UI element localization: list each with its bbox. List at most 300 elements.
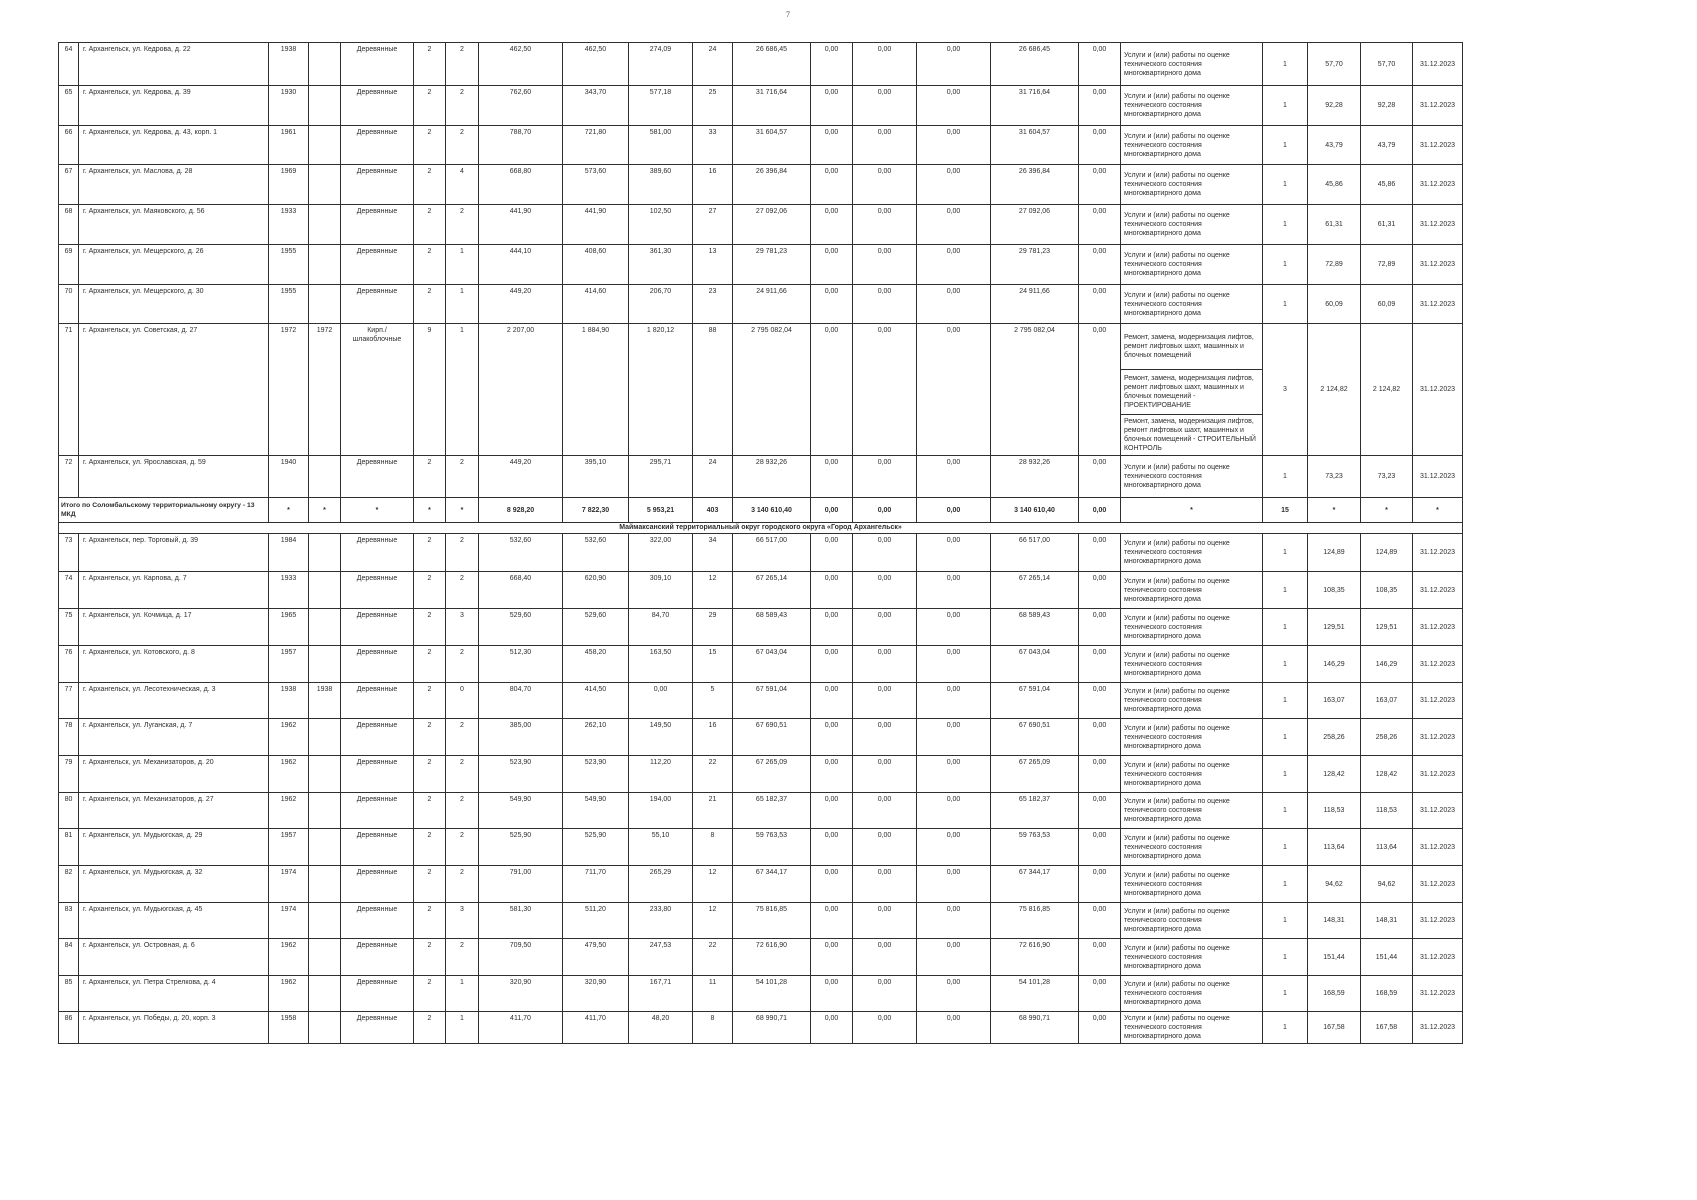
table-row [59, 285, 1463, 324]
total-cost-cell: 67 265,14 [733, 572, 811, 609]
deadline-cell: 31.12.2023 [1413, 719, 1463, 756]
cost-source-2-cell: 0,00 [853, 793, 917, 829]
work-item-text: Услуги и (или) работы по оценке технического состояния многоквартирного дома [1124, 724, 1230, 750]
cost-source-5-cell: 0,00 [1079, 976, 1121, 1012]
year-built-cell: 1974 [269, 866, 309, 903]
unit-cost-cell: 168,59 [1308, 976, 1361, 1012]
unit-cost-limit-cell: 258,26 [1361, 719, 1413, 756]
wall-material-cell [341, 609, 414, 646]
table-row [59, 1012, 1463, 1044]
deadline-cell: 31.12.2023 [1413, 756, 1463, 793]
living-area-cell: 343,70 [563, 86, 629, 126]
row-number-cell: 66 [59, 126, 79, 165]
cost-source-2-cell: 0,00 [853, 456, 917, 498]
row-number-cell: 69 [59, 245, 79, 285]
wall-material-text: Деревянные [356, 129, 398, 136]
work-item-text: Услуги и (или) работы по оценке технического состояния многоквартирного дома [1124, 464, 1230, 489]
row-number-cell: 64 [59, 43, 79, 86]
table-row [59, 534, 1463, 572]
works-cell [1121, 245, 1263, 285]
row-number-cell: 68 [59, 205, 79, 245]
total-area-cell: 411,70 [479, 1012, 563, 1044]
year-built-cell: 1933 [269, 572, 309, 609]
work-item-text: Услуги и (или) работы по оценке технического состояния многоквартирного дома [1124, 172, 1230, 197]
unit-cost-limit-total-cell: * [1361, 498, 1413, 523]
total-area-cell: 788,70 [479, 126, 563, 165]
works-count-cell: 1 [1263, 205, 1308, 245]
year-built-cell: 1955 [269, 285, 309, 324]
address-cell: г. Архангельск, пер. Торговый, д. 39 [79, 534, 269, 572]
works-cell [1121, 683, 1263, 719]
residents-cell: 23 [693, 285, 733, 324]
residents-cell: 22 [693, 756, 733, 793]
wall-material-text: Деревянные [356, 1015, 398, 1022]
residential-area-cell: 1 820,12 [629, 324, 693, 456]
unit-cost-limit-cell: 108,35 [1361, 572, 1413, 609]
residents-cell: 11 [693, 976, 733, 1012]
deadline-cell: 31.12.2023 [1413, 903, 1463, 939]
works-cell [1121, 456, 1263, 498]
table-row [59, 683, 1463, 719]
works-count-cell: 1 [1263, 976, 1308, 1012]
floors-cell: 2 [414, 86, 446, 126]
cost-source-1-cell: 0,00 [811, 324, 853, 456]
cost-source-3-cell: 0,00 [917, 205, 991, 245]
unit-cost-limit-cell: 151,44 [1361, 939, 1413, 976]
works-cell [1121, 205, 1263, 245]
living-area-total-cell: 7 822,30 [563, 498, 629, 523]
residential-area-cell: 265,29 [629, 866, 693, 903]
unit-cost-limit-cell: 129,51 [1361, 609, 1413, 646]
works-count-cell: 1 [1263, 903, 1308, 939]
cost-source-5-cell: 0,00 [1079, 903, 1121, 939]
total-area-cell: 441,90 [479, 205, 563, 245]
cost-source-3-cell: 0,00 [917, 793, 991, 829]
cost-source-1-cell: 0,00 [811, 285, 853, 324]
floors-cell: 2 [414, 866, 446, 903]
year-commissioned-cell [309, 572, 341, 609]
deadline-cell: 31.12.2023 [1413, 165, 1463, 205]
year-built-cell: 1933 [269, 205, 309, 245]
cost-source-5-cell: 0,00 [1079, 756, 1121, 793]
cost-source-4-cell: 27 092,06 [991, 205, 1079, 245]
residents-cell: 12 [693, 572, 733, 609]
total-area-cell: 709,50 [479, 939, 563, 976]
cost-source-3-cell: 0,00 [917, 646, 991, 683]
cost-source-5-cell: 0,00 [1079, 245, 1121, 285]
living-area-cell: 529,60 [563, 609, 629, 646]
floors-cell: 2 [414, 285, 446, 324]
cost-source-3-cell: 0,00 [917, 756, 991, 793]
entrances-total-cell: * [446, 498, 479, 523]
deadline-cell: 31.12.2023 [1413, 245, 1463, 285]
cost-source-2-cell: 0,00 [853, 829, 917, 866]
deadline-cell: 31.12.2023 [1413, 86, 1463, 126]
unit-cost-cell: 72,89 [1308, 245, 1361, 285]
deadline-cell: 31.12.2023 [1413, 43, 1463, 86]
cost-source-1-cell: 0,00 [811, 866, 853, 903]
cost-source-5-cell: 0,00 [1079, 609, 1121, 646]
row-number-cell: 73 [59, 534, 79, 572]
cost-source-2-cell: 0,00 [853, 572, 917, 609]
year-commissioned-cell [309, 126, 341, 165]
floors-cell: 2 [414, 976, 446, 1012]
cost-source-2-cell: 0,00 [853, 205, 917, 245]
address-cell: г. Архангельск, ул. Кочмица, д. 17 [79, 609, 269, 646]
living-area-cell: 479,50 [563, 939, 629, 976]
works-cell [1121, 126, 1263, 165]
wall-material-text: Деревянные [356, 208, 398, 215]
work-item-text: Услуги и (или) работы по оценке технического состояния многоквартирного дома [1124, 798, 1230, 823]
cost-source-5-cell: 0,00 [1079, 829, 1121, 866]
row-number-cell: 72 [59, 456, 79, 498]
total-cost-cell: 75 816,85 [733, 903, 811, 939]
year-commissioned-cell [309, 205, 341, 245]
work-item-text: Услуги и (или) работы по оценке технического состояния многоквартирного дома [1124, 651, 1230, 677]
cost-source-3-cell: 0,00 [917, 245, 991, 285]
total-cost-cell: 67 591,04 [733, 683, 811, 719]
unit-cost-cell: 128,42 [1308, 756, 1361, 793]
total-area-cell: 549,90 [479, 793, 563, 829]
year-commissioned-cell [309, 609, 341, 646]
address-cell: г. Архангельск, ул. Кедрова, д. 22 [79, 43, 269, 86]
cost-source-1-cell: 0,00 [811, 534, 853, 572]
row-number-cell: 80 [59, 793, 79, 829]
address-cell: г. Архангельск, ул. Островная, д. 6 [79, 939, 269, 976]
wall-material-cell [341, 285, 414, 324]
living-area-cell: 523,90 [563, 756, 629, 793]
residential-area-cell: 577,18 [629, 86, 693, 126]
address-cell: г. Архангельск, ул. Маяковского, д. 56 [79, 205, 269, 245]
cost-source-2-cell: 0,00 [853, 939, 917, 976]
residential-area-cell: 163,50 [629, 646, 693, 683]
address-cell: г. Архангельск, ул. Мещерского, д. 26 [79, 245, 269, 285]
wall-material-text: Деревянные [356, 89, 398, 96]
cost-source-4-cell: 67 265,14 [991, 572, 1079, 609]
cost-source-1-cell: 0,00 [811, 609, 853, 646]
work-item-text: Услуги и (или) работы по оценке технического состояния многоквартирного дома [1124, 834, 1230, 860]
total-cost-cell: 65 182,37 [733, 793, 811, 829]
unit-cost-cell: 73,23 [1308, 456, 1361, 498]
total-cost-cell: 68 589,43 [733, 609, 811, 646]
year-built-cell: 1955 [269, 245, 309, 285]
deadline-cell: 31.12.2023 [1413, 534, 1463, 572]
residential-area-cell: 309,10 [629, 572, 693, 609]
cost-source-5-cell: 0,00 [1079, 793, 1121, 829]
year-commissioned-cell [309, 534, 341, 572]
cost-source-1-cell: 0,00 [811, 903, 853, 939]
unit-cost-limit-cell: 43,79 [1361, 126, 1413, 165]
work-item-text: Услуги и (или) работы по оценке технического состояния многоквартирного дома [1124, 51, 1230, 77]
residents-cell: 29 [693, 609, 733, 646]
cost-source-3-cell: 0,00 [917, 829, 991, 866]
cost-source-5-cell: 0,00 [1079, 939, 1121, 976]
cost-source-3-cell: 0,00 [917, 939, 991, 976]
deadline-cell: 31.12.2023 [1413, 793, 1463, 829]
residential-area-cell: 102,50 [629, 205, 693, 245]
address-cell: г. Архангельск, ул. Петра Стрелкова, д. 4 [79, 976, 269, 1012]
residential-area-cell: 389,60 [629, 165, 693, 205]
cost-source-4-cell: 29 781,23 [991, 245, 1079, 285]
cost-source-4-cell: 68 589,43 [991, 609, 1079, 646]
cost-source-2-cell: 0,00 [853, 719, 917, 756]
residential-area-cell: 0,00 [629, 683, 693, 719]
year-built-cell: 1957 [269, 829, 309, 866]
total-cost-cell: 54 101,28 [733, 976, 811, 1012]
residential-area-cell: 84,70 [629, 609, 693, 646]
cost-source-1-cell: 0,00 [811, 976, 853, 1012]
total-area-cell: 523,90 [479, 756, 563, 793]
district-total-label: Итого по Соломбальскому территориальному округу - 13 МКД [59, 498, 269, 523]
works-count-cell: 1 [1263, 43, 1308, 86]
cost-source-1-cell: 0,00 [811, 756, 853, 793]
row-number-cell: 81 [59, 829, 79, 866]
cost-source-2-cell: 0,00 [853, 903, 917, 939]
entrances-cell: 3 [446, 609, 479, 646]
residents-cell: 15 [693, 646, 733, 683]
cost-source-3-cell: 0,00 [917, 976, 991, 1012]
address-cell: г. Архангельск, ул. Механизаторов, д. 20 [79, 756, 269, 793]
year-commissioned-cell [309, 86, 341, 126]
cost-source-1-cell: 0,00 [811, 646, 853, 683]
living-area-cell: 532,60 [563, 534, 629, 572]
works-count-cell: 1 [1263, 866, 1308, 903]
deadline-cell: 31.12.2023 [1413, 939, 1463, 976]
deadline-cell: 31.12.2023 [1413, 285, 1463, 324]
year-commissioned-cell [309, 285, 341, 324]
address-cell: г. Архангельск, ул. Мудьюгская, д. 29 [79, 829, 269, 866]
entrances-cell: 1 [446, 324, 479, 456]
residential-area-cell: 361,30 [629, 245, 693, 285]
wall-material-cell [341, 866, 414, 903]
residents-cell: 16 [693, 165, 733, 205]
work-item-text: Услуги и (или) работы по оценке технического состояния многоквартирного дома [1124, 1015, 1230, 1040]
address-cell: г. Архангельск, ул. Ярославская, д. 59 [79, 456, 269, 498]
floors-cell: 2 [414, 793, 446, 829]
year-commissioned-cell [309, 939, 341, 976]
floors-cell: 2 [414, 683, 446, 719]
cost-source-4-cell: 68 990,71 [991, 1012, 1079, 1044]
total-cost-cell: 31 604,57 [733, 126, 811, 165]
year-commissioned-cell [309, 165, 341, 205]
cost-source-3-total-cell: 0,00 [917, 498, 991, 523]
wall-material-text: Деревянные [356, 248, 398, 255]
work-item-text: Услуги и (или) работы по оценке технического состояния многоквартирного дома [1124, 614, 1230, 640]
total-cost-cell: 72 616,90 [733, 939, 811, 976]
unit-cost-limit-cell: 118,53 [1361, 793, 1413, 829]
entrances-cell: 2 [446, 572, 479, 609]
works-count-cell: 1 [1263, 756, 1308, 793]
floors-cell: 9 [414, 324, 446, 456]
works-cell [1121, 86, 1263, 126]
cost-source-4-cell: 28 932,26 [991, 456, 1079, 498]
entrances-cell: 4 [446, 165, 479, 205]
works-count-cell: 1 [1263, 646, 1308, 683]
deadline-cell: 31.12.2023 [1413, 609, 1463, 646]
works-count-cell: 1 [1263, 1012, 1308, 1044]
address-cell: г. Архангельск, ул. Лесотехническая, д. 3 [79, 683, 269, 719]
cost-source-2-cell: 0,00 [853, 866, 917, 903]
cost-source-5-cell: 0,00 [1079, 683, 1121, 719]
works-cell [1121, 534, 1263, 572]
living-area-cell: 573,60 [563, 165, 629, 205]
living-area-cell: 525,90 [563, 829, 629, 866]
living-area-cell: 462,50 [563, 43, 629, 86]
works-cell [1121, 939, 1263, 976]
work-item-text: Услуги и (или) работы по оценке технического состояния многоквартирного дома [1124, 577, 1230, 603]
cost-source-2-cell: 0,00 [853, 683, 917, 719]
housing-register-table [58, 42, 1463, 1044]
residents-cell: 13 [693, 245, 733, 285]
table-row [59, 976, 1463, 1012]
register-table-body [59, 43, 1463, 1044]
year-built-cell: 1962 [269, 719, 309, 756]
floors-cell: 2 [414, 456, 446, 498]
wall-material-text: Деревянные [356, 46, 398, 53]
wall-material-text: Деревянные [356, 686, 398, 693]
cost-source-3-cell: 0,00 [917, 572, 991, 609]
wall-material-text: Деревянные [356, 832, 398, 839]
floors-cell: 2 [414, 829, 446, 866]
works-count-cell: 1 [1263, 609, 1308, 646]
floors-cell: 2 [414, 572, 446, 609]
residents-cell: 27 [693, 205, 733, 245]
total-cost-total-cell: 3 140 610,40 [733, 498, 811, 523]
living-area-cell: 414,50 [563, 683, 629, 719]
works-count-cell: 1 [1263, 793, 1308, 829]
works-total-cell: * [1121, 498, 1263, 523]
year-built-cell: 1972 [269, 324, 309, 456]
unit-cost-cell: 163,07 [1308, 683, 1361, 719]
wall-material-cell [341, 903, 414, 939]
works-count-cell: 1 [1263, 572, 1308, 609]
entrances-cell: 2 [446, 646, 479, 683]
cost-source-4-cell: 26 396,84 [991, 165, 1079, 205]
wall-material-cell [341, 719, 414, 756]
floors-cell: 2 [414, 719, 446, 756]
works-count-total-cell: 15 [1263, 498, 1308, 523]
residents-cell: 88 [693, 324, 733, 456]
address-cell: г. Архангельск, ул. Луганская, д. 7 [79, 719, 269, 756]
works-count-cell: 1 [1263, 939, 1308, 976]
unit-cost-limit-cell: 72,89 [1361, 245, 1413, 285]
living-area-cell: 620,90 [563, 572, 629, 609]
wall-material-cell [341, 829, 414, 866]
deadline-cell: 31.12.2023 [1413, 324, 1463, 456]
wall-material-cell [341, 756, 414, 793]
work-item-text: Услуги и (или) работы по оценке технического состояния многоквартирного дома [1124, 252, 1230, 277]
total-area-cell: 320,90 [479, 976, 563, 1012]
unit-cost-cell: 148,31 [1308, 903, 1361, 939]
entrances-cell: 2 [446, 939, 479, 976]
work-item-text: Услуги и (или) работы по оценке технического состояния многоквартирного дома [1124, 688, 1230, 713]
entrances-cell: 2 [446, 756, 479, 793]
residential-area-cell: 247,53 [629, 939, 693, 976]
deadline-cell: 31.12.2023 [1413, 456, 1463, 498]
wall-material-cell [341, 456, 414, 498]
cost-source-5-cell: 0,00 [1079, 43, 1121, 86]
works-count-cell: 1 [1263, 719, 1308, 756]
deadline-cell: 31.12.2023 [1413, 572, 1463, 609]
cost-source-2-cell: 0,00 [853, 324, 917, 456]
works-cell [1121, 285, 1263, 324]
floors-total-cell: * [414, 498, 446, 523]
entrances-cell: 2 [446, 456, 479, 498]
cost-source-2-cell: 0,00 [853, 534, 917, 572]
floors-cell: 2 [414, 205, 446, 245]
cost-source-4-cell: 59 763,53 [991, 829, 1079, 866]
unit-cost-cell: 61,31 [1308, 205, 1361, 245]
floors-cell: 2 [414, 43, 446, 86]
unit-cost-limit-cell: 124,89 [1361, 534, 1413, 572]
cost-source-5-cell: 0,00 [1079, 165, 1121, 205]
works-count-cell: 1 [1263, 126, 1308, 165]
works-cell [1121, 324, 1263, 456]
cost-source-4-cell: 75 816,85 [991, 903, 1079, 939]
unit-cost-total-cell: * [1308, 498, 1361, 523]
entrances-cell: 2 [446, 126, 479, 165]
works-cell [1121, 165, 1263, 205]
row-number-cell: 77 [59, 683, 79, 719]
year-commissioned-cell [309, 43, 341, 86]
total-cost-cell: 26 686,45 [733, 43, 811, 86]
wall-material-text: Деревянные [356, 288, 398, 295]
table-row [59, 205, 1463, 245]
residents-cell: 5 [693, 683, 733, 719]
work-item-text: Услуги и (или) работы по оценке технического состояния многоквартирного дома [1124, 981, 1230, 1006]
wall-material-text: Деревянные [356, 612, 398, 619]
year-commissioned-cell [309, 456, 341, 498]
cost-source-5-cell: 0,00 [1079, 205, 1121, 245]
cost-source-4-cell: 67 591,04 [991, 683, 1079, 719]
cost-source-4-cell: 26 686,45 [991, 43, 1079, 86]
year-built-cell: 1938 [269, 43, 309, 86]
deadline-cell: 31.12.2023 [1413, 205, 1463, 245]
year-commissioned-cell [309, 903, 341, 939]
cost-source-2-cell: 0,00 [853, 1012, 917, 1044]
cost-source-4-cell: 65 182,37 [991, 793, 1079, 829]
cost-source-2-cell: 0,00 [853, 609, 917, 646]
year-built-cell: 1984 [269, 534, 309, 572]
residents-total-cell: 403 [693, 498, 733, 523]
address-cell: г. Архангельск, ул. Мещерского, д. 30 [79, 285, 269, 324]
table-row [59, 126, 1463, 165]
cost-source-3-cell: 0,00 [917, 903, 991, 939]
floors-cell: 2 [414, 903, 446, 939]
row-number-cell: 84 [59, 939, 79, 976]
cost-source-4-cell: 31 604,57 [991, 126, 1079, 165]
cost-source-1-cell: 0,00 [811, 245, 853, 285]
cost-source-1-cell: 0,00 [811, 793, 853, 829]
residential-area-cell: 322,00 [629, 534, 693, 572]
wall-material-text: Деревянные [356, 979, 398, 986]
floors-cell: 2 [414, 245, 446, 285]
work-item-text: Ремонт, замена, модернизация лифтов, ремонт лифтовых шахт, машинных и блочных помещений - СТРОИТЕЛЬНЫЙ КОНТРОЛЬ [1124, 418, 1256, 452]
total-area-cell: 2 207,00 [479, 324, 563, 456]
total-cost-cell: 68 990,71 [733, 1012, 811, 1044]
entrances-cell: 2 [446, 205, 479, 245]
district-total-row [59, 498, 1463, 523]
cost-source-4-cell: 67 344,17 [991, 866, 1079, 903]
unit-cost-limit-cell: 60,09 [1361, 285, 1413, 324]
cost-source-4-cell: 67 043,04 [991, 646, 1079, 683]
cost-source-3-cell: 0,00 [917, 126, 991, 165]
residents-cell: 12 [693, 903, 733, 939]
total-area-cell: 581,30 [479, 903, 563, 939]
year-built-cell: 1965 [269, 609, 309, 646]
cost-source-3-cell: 0,00 [917, 285, 991, 324]
total-cost-cell: 67 690,51 [733, 719, 811, 756]
